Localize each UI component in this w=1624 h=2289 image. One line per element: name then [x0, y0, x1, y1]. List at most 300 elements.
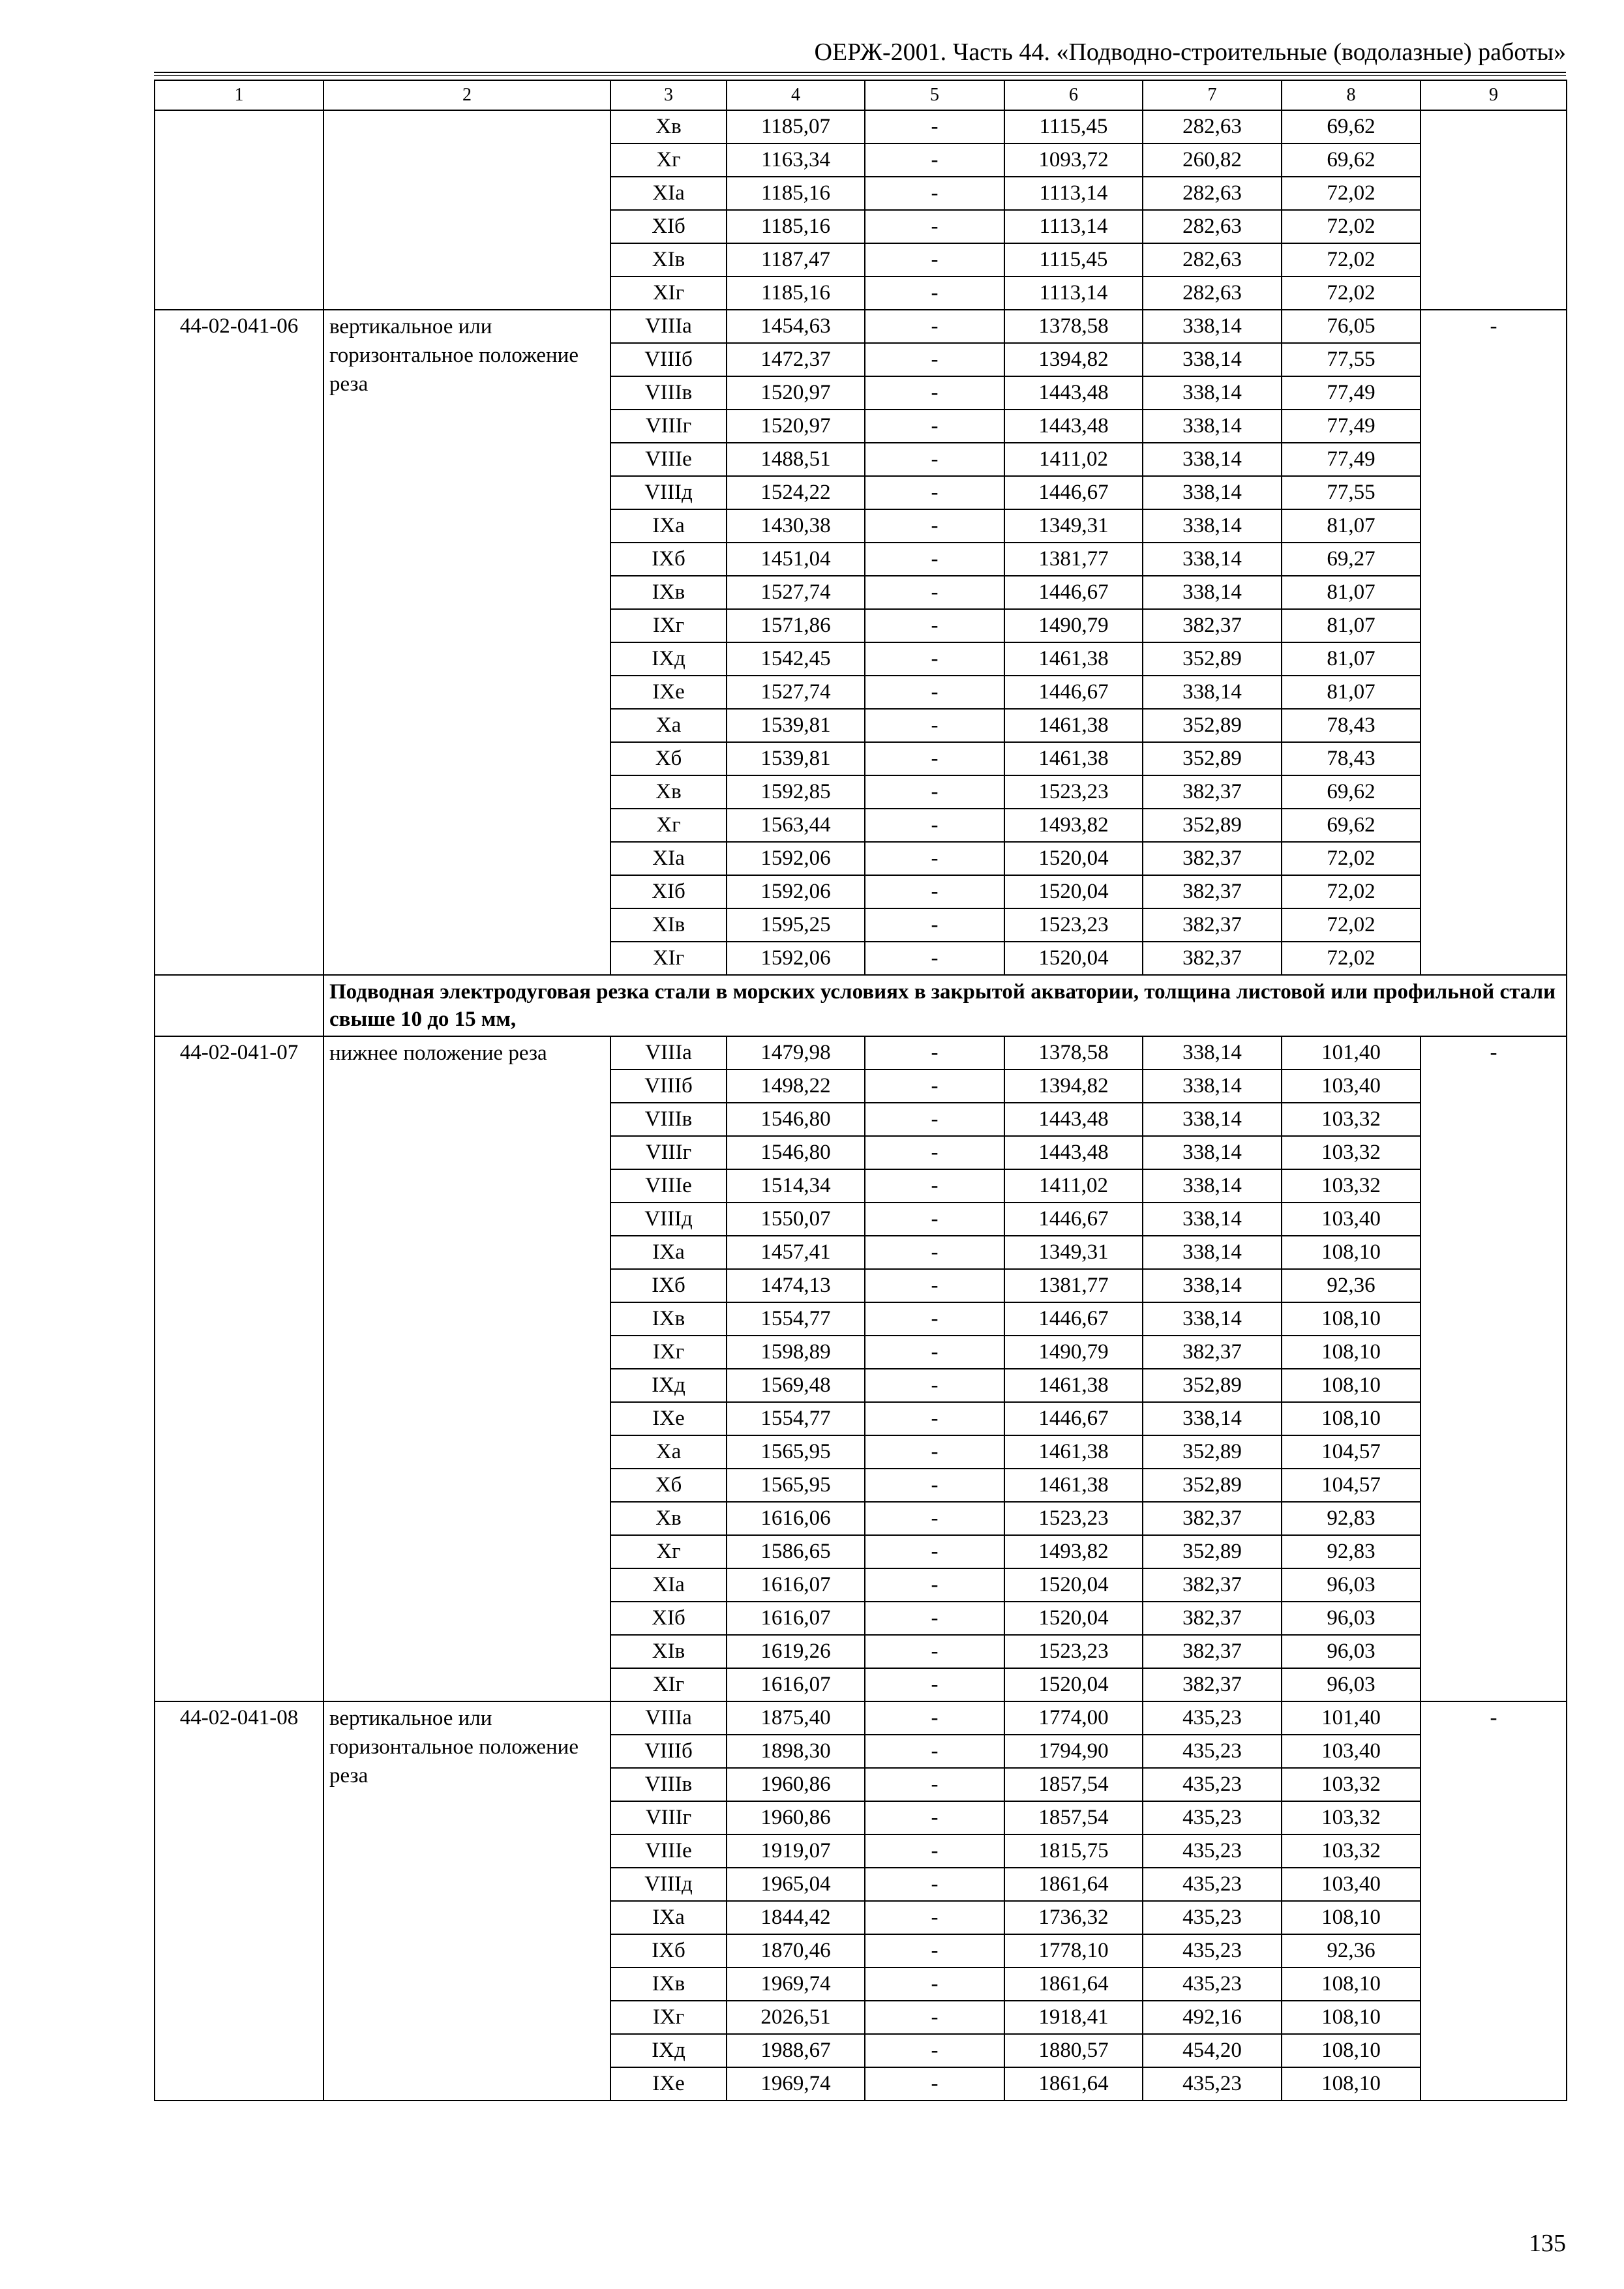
col5-cell: - [865, 1635, 1004, 1668]
total-cost-cell: 1163,34 [727, 143, 865, 177]
col8-cell: 77,49 [1282, 410, 1421, 443]
category-cell: ХIв [610, 243, 727, 277]
col5-cell: - [865, 110, 1004, 143]
col8-cell: 81,07 [1282, 509, 1421, 543]
col5-cell: - [865, 1568, 1004, 1602]
category-cell: VIIIб [610, 1735, 727, 1768]
col5-cell: - [865, 2001, 1004, 2034]
col6-cell: 1115,45 [1004, 243, 1143, 277]
col8-cell: 103,40 [1282, 1868, 1421, 1901]
col7-cell: 338,14 [1143, 343, 1282, 376]
category-cell: IХг [610, 1336, 727, 1369]
col6-cell: 1378,58 [1004, 310, 1143, 343]
col6-cell: 1523,23 [1004, 775, 1143, 809]
col5-cell: - [865, 1369, 1004, 1402]
total-cost-cell: 1969,74 [727, 1967, 865, 2001]
col7-cell: 435,23 [1143, 1735, 1282, 1768]
col7-cell: 282,63 [1143, 243, 1282, 277]
total-cost-cell: 1569,48 [727, 1369, 865, 1402]
col6-cell: 1446,67 [1004, 676, 1143, 709]
category-cell: Хб [610, 1469, 727, 1502]
category-cell: IХд [610, 2034, 727, 2067]
col8-cell: 103,40 [1282, 1735, 1421, 1768]
total-cost-cell: 1539,81 [727, 709, 865, 742]
category-cell: VIIIв [610, 376, 727, 410]
col6-cell: 1443,48 [1004, 1103, 1143, 1136]
col8-cell: 76,05 [1282, 310, 1421, 343]
total-cost-cell: 1185,07 [727, 110, 865, 143]
col6-cell: 1443,48 [1004, 376, 1143, 410]
col7-cell: 338,14 [1143, 376, 1282, 410]
col8-cell: 103,32 [1282, 1801, 1421, 1834]
total-cost-cell: 1185,16 [727, 210, 865, 243]
total-cost-cell: 1542,45 [727, 642, 865, 676]
col5-cell: - [865, 1136, 1004, 1169]
col5-cell: - [865, 243, 1004, 277]
col7-cell: 338,14 [1143, 1136, 1282, 1169]
table-row [155, 310, 1567, 343]
col5-cell: - [865, 942, 1004, 975]
col8-cell: 92,36 [1282, 1269, 1421, 1302]
col5-cell: - [865, 310, 1004, 343]
table-row [155, 110, 1567, 143]
col6-cell: 1411,02 [1004, 443, 1143, 476]
col5-cell: - [865, 908, 1004, 942]
col6-cell: 1493,82 [1004, 1535, 1143, 1568]
col7-cell: 435,23 [1143, 1868, 1282, 1901]
col6-cell: 1861,64 [1004, 1967, 1143, 2001]
norm-description-cell: нижнее положение реза [323, 1036, 610, 1701]
col6-cell: 1461,38 [1004, 709, 1143, 742]
category-cell: Ха [610, 709, 727, 742]
col6-cell: 1446,67 [1004, 1203, 1143, 1236]
note-cell: - [1421, 1701, 1567, 2101]
col7-cell: 454,20 [1143, 2034, 1282, 2067]
col5-cell: - [865, 2067, 1004, 2101]
col8-cell: 108,10 [1282, 2034, 1421, 2067]
category-cell: IХв [610, 1302, 727, 1336]
total-cost-cell: 1969,74 [727, 2067, 865, 2101]
col6-cell: 1520,04 [1004, 1668, 1143, 1701]
total-cost-cell: 1488,51 [727, 443, 865, 476]
section-empty-cell [155, 975, 323, 1036]
total-cost-cell: 1595,25 [727, 908, 865, 942]
total-cost-cell: 1898,30 [727, 1735, 865, 1768]
col6-cell: 1857,54 [1004, 1801, 1143, 1834]
col6-cell: 1394,82 [1004, 1070, 1143, 1103]
col8-cell: 103,32 [1282, 1103, 1421, 1136]
col7-cell: 338,14 [1143, 1036, 1282, 1070]
total-cost-cell: 1472,37 [727, 343, 865, 376]
col5-cell: - [865, 210, 1004, 243]
category-cell: IХг [610, 2001, 727, 2034]
col7-cell: 435,23 [1143, 1934, 1282, 1967]
col8-cell: 72,02 [1282, 210, 1421, 243]
col8-cell: 77,55 [1282, 343, 1421, 376]
col5-cell: - [865, 509, 1004, 543]
col7-cell: 338,14 [1143, 676, 1282, 709]
col7-cell: 435,23 [1143, 2067, 1282, 2101]
col5-cell: - [865, 676, 1004, 709]
col7-cell: 382,37 [1143, 1668, 1282, 1701]
col6-cell: 1490,79 [1004, 609, 1143, 642]
col6-cell: 1381,77 [1004, 543, 1143, 576]
category-cell: VIIIд [610, 1868, 727, 1901]
col8-cell: 108,10 [1282, 1236, 1421, 1269]
total-cost-cell: 1527,74 [727, 576, 865, 609]
col5-cell: - [865, 809, 1004, 842]
category-cell: VIIIд [610, 476, 727, 509]
col8-cell: 77,49 [1282, 443, 1421, 476]
category-cell: Хв [610, 110, 727, 143]
col7-cell: 382,37 [1143, 1635, 1282, 1668]
column-number: 8 [1282, 80, 1421, 110]
col8-cell: 72,02 [1282, 875, 1421, 908]
col6-cell: 1520,04 [1004, 875, 1143, 908]
col7-cell: 338,14 [1143, 443, 1282, 476]
total-cost-cell: 1616,07 [727, 1602, 865, 1635]
total-cost-cell: 1527,74 [727, 676, 865, 709]
col7-cell: 338,14 [1143, 1236, 1282, 1269]
col8-cell: 81,07 [1282, 676, 1421, 709]
col6-cell: 1736,32 [1004, 1901, 1143, 1934]
col7-cell: 338,14 [1143, 1203, 1282, 1236]
col6-cell: 1381,77 [1004, 1269, 1143, 1302]
category-cell: IХв [610, 1967, 727, 2001]
col8-cell: 108,10 [1282, 1302, 1421, 1336]
category-cell: ХIб [610, 1602, 727, 1635]
col7-cell: 382,37 [1143, 1502, 1282, 1535]
total-cost-cell: 1554,77 [727, 1302, 865, 1336]
col6-cell: 1918,41 [1004, 2001, 1143, 2034]
col5-cell: - [865, 1469, 1004, 1502]
col8-cell: 96,03 [1282, 1568, 1421, 1602]
norm-code-cell: 44-02-041-07 [155, 1036, 323, 1701]
col8-cell: 103,32 [1282, 1136, 1421, 1169]
column-number: 3 [610, 80, 727, 110]
col6-cell: 1523,23 [1004, 908, 1143, 942]
category-cell: VIIIа [610, 310, 727, 343]
category-cell: ХIб [610, 875, 727, 908]
total-cost-cell: 2026,51 [727, 2001, 865, 2034]
total-cost-cell: 1598,89 [727, 1336, 865, 1369]
category-cell: Ха [610, 1435, 727, 1469]
col6-cell: 1113,14 [1004, 177, 1143, 210]
category-cell: IХб [610, 543, 727, 576]
total-cost-cell: 1616,06 [727, 1502, 865, 1535]
total-cost-cell: 1514,34 [727, 1169, 865, 1203]
col5-cell: - [865, 1834, 1004, 1868]
col8-cell: 108,10 [1282, 2067, 1421, 2101]
category-cell: ХIг [610, 1668, 727, 1701]
col7-cell: 338,14 [1143, 1169, 1282, 1203]
col7-cell: 282,63 [1143, 277, 1282, 310]
total-cost-cell: 1960,86 [727, 1768, 865, 1801]
category-cell: VIIIа [610, 1701, 727, 1735]
total-cost-cell: 1592,85 [727, 775, 865, 809]
category-cell: ХIв [610, 1635, 727, 1668]
col8-cell: 78,43 [1282, 709, 1421, 742]
col6-cell: 1349,31 [1004, 509, 1143, 543]
col5-cell: - [865, 443, 1004, 476]
col8-cell: 92,83 [1282, 1502, 1421, 1535]
col8-cell: 69,62 [1282, 775, 1421, 809]
col6-cell: 1394,82 [1004, 343, 1143, 376]
total-cost-cell: 1844,42 [727, 1901, 865, 1934]
col6-cell: 1861,64 [1004, 1868, 1143, 1901]
col8-cell: 104,57 [1282, 1435, 1421, 1469]
category-cell: ХIа [610, 1568, 727, 1602]
category-cell: Хг [610, 809, 727, 842]
col7-cell: 338,14 [1143, 576, 1282, 609]
col5-cell: - [865, 1934, 1004, 1967]
total-cost-cell: 1539,81 [727, 742, 865, 775]
col7-cell: 260,82 [1143, 143, 1282, 177]
col5-cell: - [865, 1967, 1004, 2001]
col7-cell: 435,23 [1143, 1801, 1282, 1834]
col6-cell: 1523,23 [1004, 1635, 1143, 1668]
section-title: Подводная электродуговая резка стали в морских условиях в закрытой акватории, толщина листовой или профильной стали свыше 10 до 15 мм, [323, 975, 1567, 1036]
total-cost-cell: 1520,97 [727, 410, 865, 443]
col5-cell: - [865, 1735, 1004, 1768]
col6-cell: 1446,67 [1004, 576, 1143, 609]
col6-cell: 1857,54 [1004, 1768, 1143, 1801]
note-cell: - [1421, 1036, 1567, 1701]
total-cost-cell: 1565,95 [727, 1435, 865, 1469]
total-cost-cell: 1965,04 [727, 1868, 865, 1901]
total-cost-cell: 1187,47 [727, 243, 865, 277]
col7-cell: 338,14 [1143, 1402, 1282, 1435]
total-cost-cell: 1616,07 [727, 1668, 865, 1701]
col6-cell: 1880,57 [1004, 2034, 1143, 2067]
category-cell: Хб [610, 742, 727, 775]
total-cost-cell: 1919,07 [727, 1834, 865, 1868]
col5-cell: - [865, 1203, 1004, 1236]
note-cell [1421, 110, 1567, 310]
page-header-title: ОЕРЖ-2001. Часть 44. «Подводно-строительные (водолазные) работы» [814, 38, 1566, 66]
col8-cell: 72,02 [1282, 942, 1421, 975]
col5-cell: - [865, 410, 1004, 443]
total-cost-cell: 1524,22 [727, 476, 865, 509]
col5-cell: - [865, 576, 1004, 609]
col8-cell: 81,07 [1282, 642, 1421, 676]
col8-cell: 69,62 [1282, 110, 1421, 143]
col8-cell: 101,40 [1282, 1701, 1421, 1735]
col8-cell: 108,10 [1282, 2001, 1421, 2034]
category-cell: IХг [610, 609, 727, 642]
col8-cell: 92,36 [1282, 1934, 1421, 1967]
col5-cell: - [865, 1868, 1004, 1901]
col6-cell: 1794,90 [1004, 1735, 1143, 1768]
col8-cell: 103,40 [1282, 1203, 1421, 1236]
col8-cell: 69,62 [1282, 143, 1421, 177]
col5-cell: - [865, 1535, 1004, 1568]
col5-cell: - [865, 1302, 1004, 1336]
total-cost-cell: 1563,44 [727, 809, 865, 842]
col7-cell: 338,14 [1143, 543, 1282, 576]
col5-cell: - [865, 476, 1004, 509]
category-cell: IХе [610, 1402, 727, 1435]
col5-cell: - [865, 709, 1004, 742]
category-cell: ХIг [610, 277, 727, 310]
col5-cell: - [865, 1602, 1004, 1635]
col5-cell: - [865, 1269, 1004, 1302]
col6-cell: 1411,02 [1004, 1169, 1143, 1203]
col7-cell: 382,37 [1143, 842, 1282, 875]
total-cost-cell: 1185,16 [727, 177, 865, 210]
column-number: 6 [1004, 80, 1143, 110]
col7-cell: 338,14 [1143, 310, 1282, 343]
col6-cell: 1523,23 [1004, 1502, 1143, 1535]
col5-cell: - [865, 1768, 1004, 1801]
col6-cell: 1461,38 [1004, 642, 1143, 676]
col8-cell: 72,02 [1282, 277, 1421, 310]
total-cost-cell: 1565,95 [727, 1469, 865, 1502]
col7-cell: 282,63 [1143, 210, 1282, 243]
col8-cell: 108,10 [1282, 1336, 1421, 1369]
total-cost-cell: 1571,86 [727, 609, 865, 642]
category-cell: IХд [610, 642, 727, 676]
col8-cell: 96,03 [1282, 1602, 1421, 1635]
category-cell: VIIIе [610, 1834, 727, 1868]
col5-cell: - [865, 177, 1004, 210]
col8-cell: 108,10 [1282, 1369, 1421, 1402]
col6-cell: 1861,64 [1004, 2067, 1143, 2101]
col6-cell: 1520,04 [1004, 842, 1143, 875]
col7-cell: 338,14 [1143, 476, 1282, 509]
col6-cell: 1461,38 [1004, 1469, 1143, 1502]
col7-cell: 435,23 [1143, 1701, 1282, 1735]
total-cost-cell: 1520,97 [727, 376, 865, 410]
col7-cell: 352,89 [1143, 1435, 1282, 1469]
col7-cell: 338,14 [1143, 1269, 1282, 1302]
col8-cell: 78,43 [1282, 742, 1421, 775]
col8-cell: 108,10 [1282, 1967, 1421, 2001]
col7-cell: 435,23 [1143, 1834, 1282, 1868]
total-cost-cell: 1554,77 [727, 1402, 865, 1435]
col6-cell: 1815,75 [1004, 1834, 1143, 1868]
total-cost-cell: 1988,67 [727, 2034, 865, 2067]
col5-cell: - [865, 543, 1004, 576]
total-cost-cell: 1870,46 [727, 1934, 865, 1967]
col8-cell: 72,02 [1282, 842, 1421, 875]
column-number-row [155, 80, 1567, 110]
section-heading-row [155, 975, 1567, 1036]
category-cell: VIIIв [610, 1103, 727, 1136]
col8-cell: 108,10 [1282, 1402, 1421, 1435]
category-cell: ХIв [610, 908, 727, 942]
col7-cell: 382,37 [1143, 1602, 1282, 1635]
header-rule [154, 72, 1566, 76]
total-cost-cell: 1546,80 [727, 1136, 865, 1169]
col8-cell: 101,40 [1282, 1036, 1421, 1070]
column-number: 1 [155, 80, 323, 110]
col7-cell: 382,37 [1143, 942, 1282, 975]
col5-cell: - [865, 842, 1004, 875]
col5-cell: - [865, 1701, 1004, 1735]
col7-cell: 352,89 [1143, 642, 1282, 676]
col7-cell: 352,89 [1143, 1469, 1282, 1502]
col7-cell: 382,37 [1143, 1568, 1282, 1602]
col7-cell: 338,14 [1143, 509, 1282, 543]
category-cell: Хв [610, 1502, 727, 1535]
col6-cell: 1490,79 [1004, 1336, 1143, 1369]
total-cost-cell: 1454,63 [727, 310, 865, 343]
col6-cell: 1446,67 [1004, 476, 1143, 509]
column-number: 4 [727, 80, 865, 110]
col6-cell: 1778,10 [1004, 1934, 1143, 1967]
total-cost-cell: 1592,06 [727, 875, 865, 908]
col5-cell: - [865, 1036, 1004, 1070]
col7-cell: 382,37 [1143, 609, 1282, 642]
col7-cell: 338,14 [1143, 1070, 1282, 1103]
col6-cell: 1461,38 [1004, 1369, 1143, 1402]
category-cell: VIIIа [610, 1036, 727, 1070]
category-cell: Хг [610, 1535, 727, 1568]
category-cell: IХа [610, 1236, 727, 1269]
col5-cell: - [865, 1901, 1004, 1934]
col6-cell: 1493,82 [1004, 809, 1143, 842]
col7-cell: 492,16 [1143, 2001, 1282, 2034]
column-number: 9 [1421, 80, 1567, 110]
category-cell: VIIIв [610, 1768, 727, 1801]
category-cell: Хв [610, 775, 727, 809]
category-cell: ХIа [610, 177, 727, 210]
total-cost-cell: 1430,38 [727, 509, 865, 543]
col8-cell: 77,55 [1282, 476, 1421, 509]
col6-cell: 1461,38 [1004, 1435, 1143, 1469]
category-cell: IХе [610, 2067, 727, 2101]
category-cell: VIIIе [610, 443, 727, 476]
column-number: 7 [1143, 80, 1282, 110]
col5-cell: - [865, 1435, 1004, 1469]
category-cell: VIIIе [610, 1169, 727, 1203]
category-cell: IХа [610, 1901, 727, 1934]
category-cell: IХб [610, 1934, 727, 1967]
total-cost-cell: 1498,22 [727, 1070, 865, 1103]
table-body [155, 80, 1567, 2101]
col7-cell: 352,89 [1143, 709, 1282, 742]
category-cell: IХд [610, 1369, 727, 1402]
column-number: 2 [323, 80, 610, 110]
page-number: 135 [1529, 2230, 1566, 2257]
col5-cell: - [865, 775, 1004, 809]
category-cell: VIIIг [610, 410, 727, 443]
col7-cell: 338,14 [1143, 410, 1282, 443]
col5-cell: - [865, 1070, 1004, 1103]
total-cost-cell: 1619,26 [727, 1635, 865, 1668]
col7-cell: 435,23 [1143, 1768, 1282, 1801]
col8-cell: 69,27 [1282, 543, 1421, 576]
category-cell: VIIIб [610, 1070, 727, 1103]
col5-cell: - [865, 642, 1004, 676]
col7-cell: 338,14 [1143, 1302, 1282, 1336]
col7-cell: 352,89 [1143, 742, 1282, 775]
col6-cell: 1774,00 [1004, 1701, 1143, 1735]
column-number: 5 [865, 80, 1004, 110]
total-cost-cell: 1960,86 [727, 1801, 865, 1834]
col7-cell: 338,14 [1143, 1103, 1282, 1136]
col6-cell: 1520,04 [1004, 1602, 1143, 1635]
category-cell: Хг [610, 143, 727, 177]
col8-cell: 103,32 [1282, 1834, 1421, 1868]
category-cell: ХIб [610, 210, 727, 243]
col5-cell: - [865, 2034, 1004, 2067]
total-cost-cell: 1616,07 [727, 1568, 865, 1602]
table-row [155, 1036, 1567, 1070]
col8-cell: 104,57 [1282, 1469, 1421, 1502]
col6-cell: 1446,67 [1004, 1402, 1143, 1435]
